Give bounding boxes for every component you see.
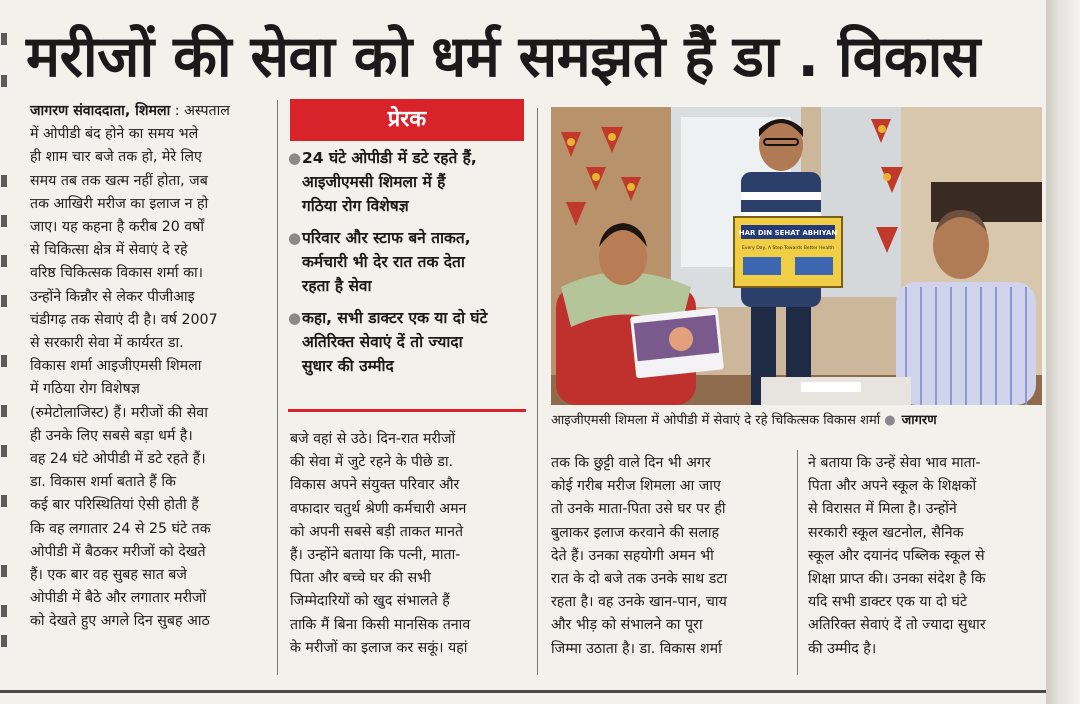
photo-credit: जागरण xyxy=(901,413,937,428)
banner-subtitle: Every Day, A Step Towards Better Health xyxy=(742,246,834,251)
article-column-2: बजे वहां से उठे। दिन-रात मरीजों की सेवा में जुटे रहने के पीछे डा. विकास अपने संयुक्त परिवार और वफादार चतुर्थ श्रेणी कर्मचारी अमन को अपनी सबसे बड़ी ताकत मानते हैं। उन्होंने बताया कि पत्नी, माता- पिता और बच्चे घर की सभी जिम्मेदारियों को खुद संभालते हैं ताकि मैं बिना किसी मानसिक तनाव के मरीजों का इलाज कर सकूं। यहां xyxy=(290,431,471,656)
prerak-label: प्रेरक xyxy=(290,99,524,141)
article-column-3: तक कि छुट्टी वाले दिन भी अगर कोई गरीब मरीज शिमला आ जाए तो उनके माता-पिता उसे घर पर ही बुलाकर इलाज करवाने की सलाह देते हैं। उनका सहयोगी अमन भी रात के दो बजे तक उनके साथ डटा रहता है। वह उनके खान-पान, चाय और भीड़ को संभालने का पूरा जिम्मा उठाता है। डा. विकास शर्मा xyxy=(551,455,728,657)
column-1-text: : अस्पताल में ओपीडी बंद होने का समय भले ही शाम चार बजे तक हो, मेरे लिए समय तब तक खत्म नहीं होता, जब तक आखिरी मरीज का इलाज न हो जाए। यह कहना है करीब 20 वर्षों से चिकित्सा क्षेत्र में सेवाएं दे रहे वरिष्ठ चिकित्सक विकास शर्मा का। उन्होंने किन्नौर से लेकर पीजीआइ चंडीगढ़ तक सेवाएं दी है। वर्ष 2007 से सरकारी सेवा में कार्यरत डा. विकास शर्मा आइजीएमसी शिमला में गठिया रोग विशेषज्ञ (रुमेटोलाजिस्ट) हैं। मरीजों की सेवा ही उनके लिए सबसे बड़ा धर्म है। वह 24 घंटे ओपीडी में डटे रहते हैं। डा. विकास शर्मा बताते हैं कि कई बार परिस्थितियां ऐसी होती हैं कि वह लगातार 24 से 25 घंटे तक ओपीडी में बैठकर मरीजों को देखते हैं। एक बार वह सुबह सात बजे ओपीडी में बैठे और लगातार मरीजों को देखते हुए अगले दिन सुबह आठ xyxy=(30,103,230,630)
bullet-icon: ● xyxy=(288,229,302,247)
caption-text: आइजीएमसी शिमला में ओपीडी में सेवाएं दे रहे चिकित्सक विकास शर्मा xyxy=(551,413,881,428)
bullet-icon: ● xyxy=(288,149,302,167)
highlight-text: कहा, सभी डाक्टर एक या दो घंटे अतिरिक्त सेवाएं दें तो ज्यादा सुधार की उम्मीद xyxy=(302,309,488,375)
highlight-text: परिवार और स्टाफ बने ताकत, कर्मचारी भी देर रात तक देता रहता है सेवा xyxy=(302,229,471,295)
photo-caption xyxy=(551,410,1042,432)
highlights-list xyxy=(288,146,524,386)
highlight-item xyxy=(288,226,524,298)
column-divider xyxy=(797,450,798,675)
dateline: जागरण संवाददाता, शिमला xyxy=(30,103,171,119)
bullet-icon: ● xyxy=(288,309,302,327)
sidebar-bottom-rule xyxy=(288,409,526,412)
banner-title: HAR DIN SEHAT ABHIYAN xyxy=(738,229,838,237)
bullet-icon: ● xyxy=(884,413,896,428)
page-fold-shadow xyxy=(1046,0,1080,704)
photo-illustration xyxy=(551,107,1042,405)
news-photo xyxy=(551,107,1042,405)
article-column-4: ने बताया कि उन्हें सेवा भाव माता- पिता और अपने स्कूल के शिक्षकों से विरासत में मिला है। उन्होंने सरकारी स्कूल खटनोल, सैनिक स्कूल और दयानंद पब्लिक स्कूल से शिक्षा प्राप्त की। उनका संदेश है कि यदि सभी डाक्टर एक या दो घंटे अतिरिक्त सेवाएं दें तो ज्यादा सुधार की उम्मीद है। xyxy=(808,455,986,657)
article-column-1 xyxy=(30,100,265,634)
column-divider xyxy=(277,100,278,675)
highlight-item xyxy=(288,306,524,378)
column-divider xyxy=(537,108,538,675)
highlight-text: 24 घंटे ओपीडी में डटे रहते हैं, आइजीएमसी शिमला में हैं गठिया रोग विशेषज्ञ xyxy=(302,149,477,215)
highlight-item xyxy=(288,146,524,218)
headline: मरीजों की सेवा को धर्म समझते हैं डा . विकास xyxy=(26,24,980,90)
page-bottom-rule xyxy=(0,690,1046,693)
adjacent-column-fragments xyxy=(0,25,10,685)
